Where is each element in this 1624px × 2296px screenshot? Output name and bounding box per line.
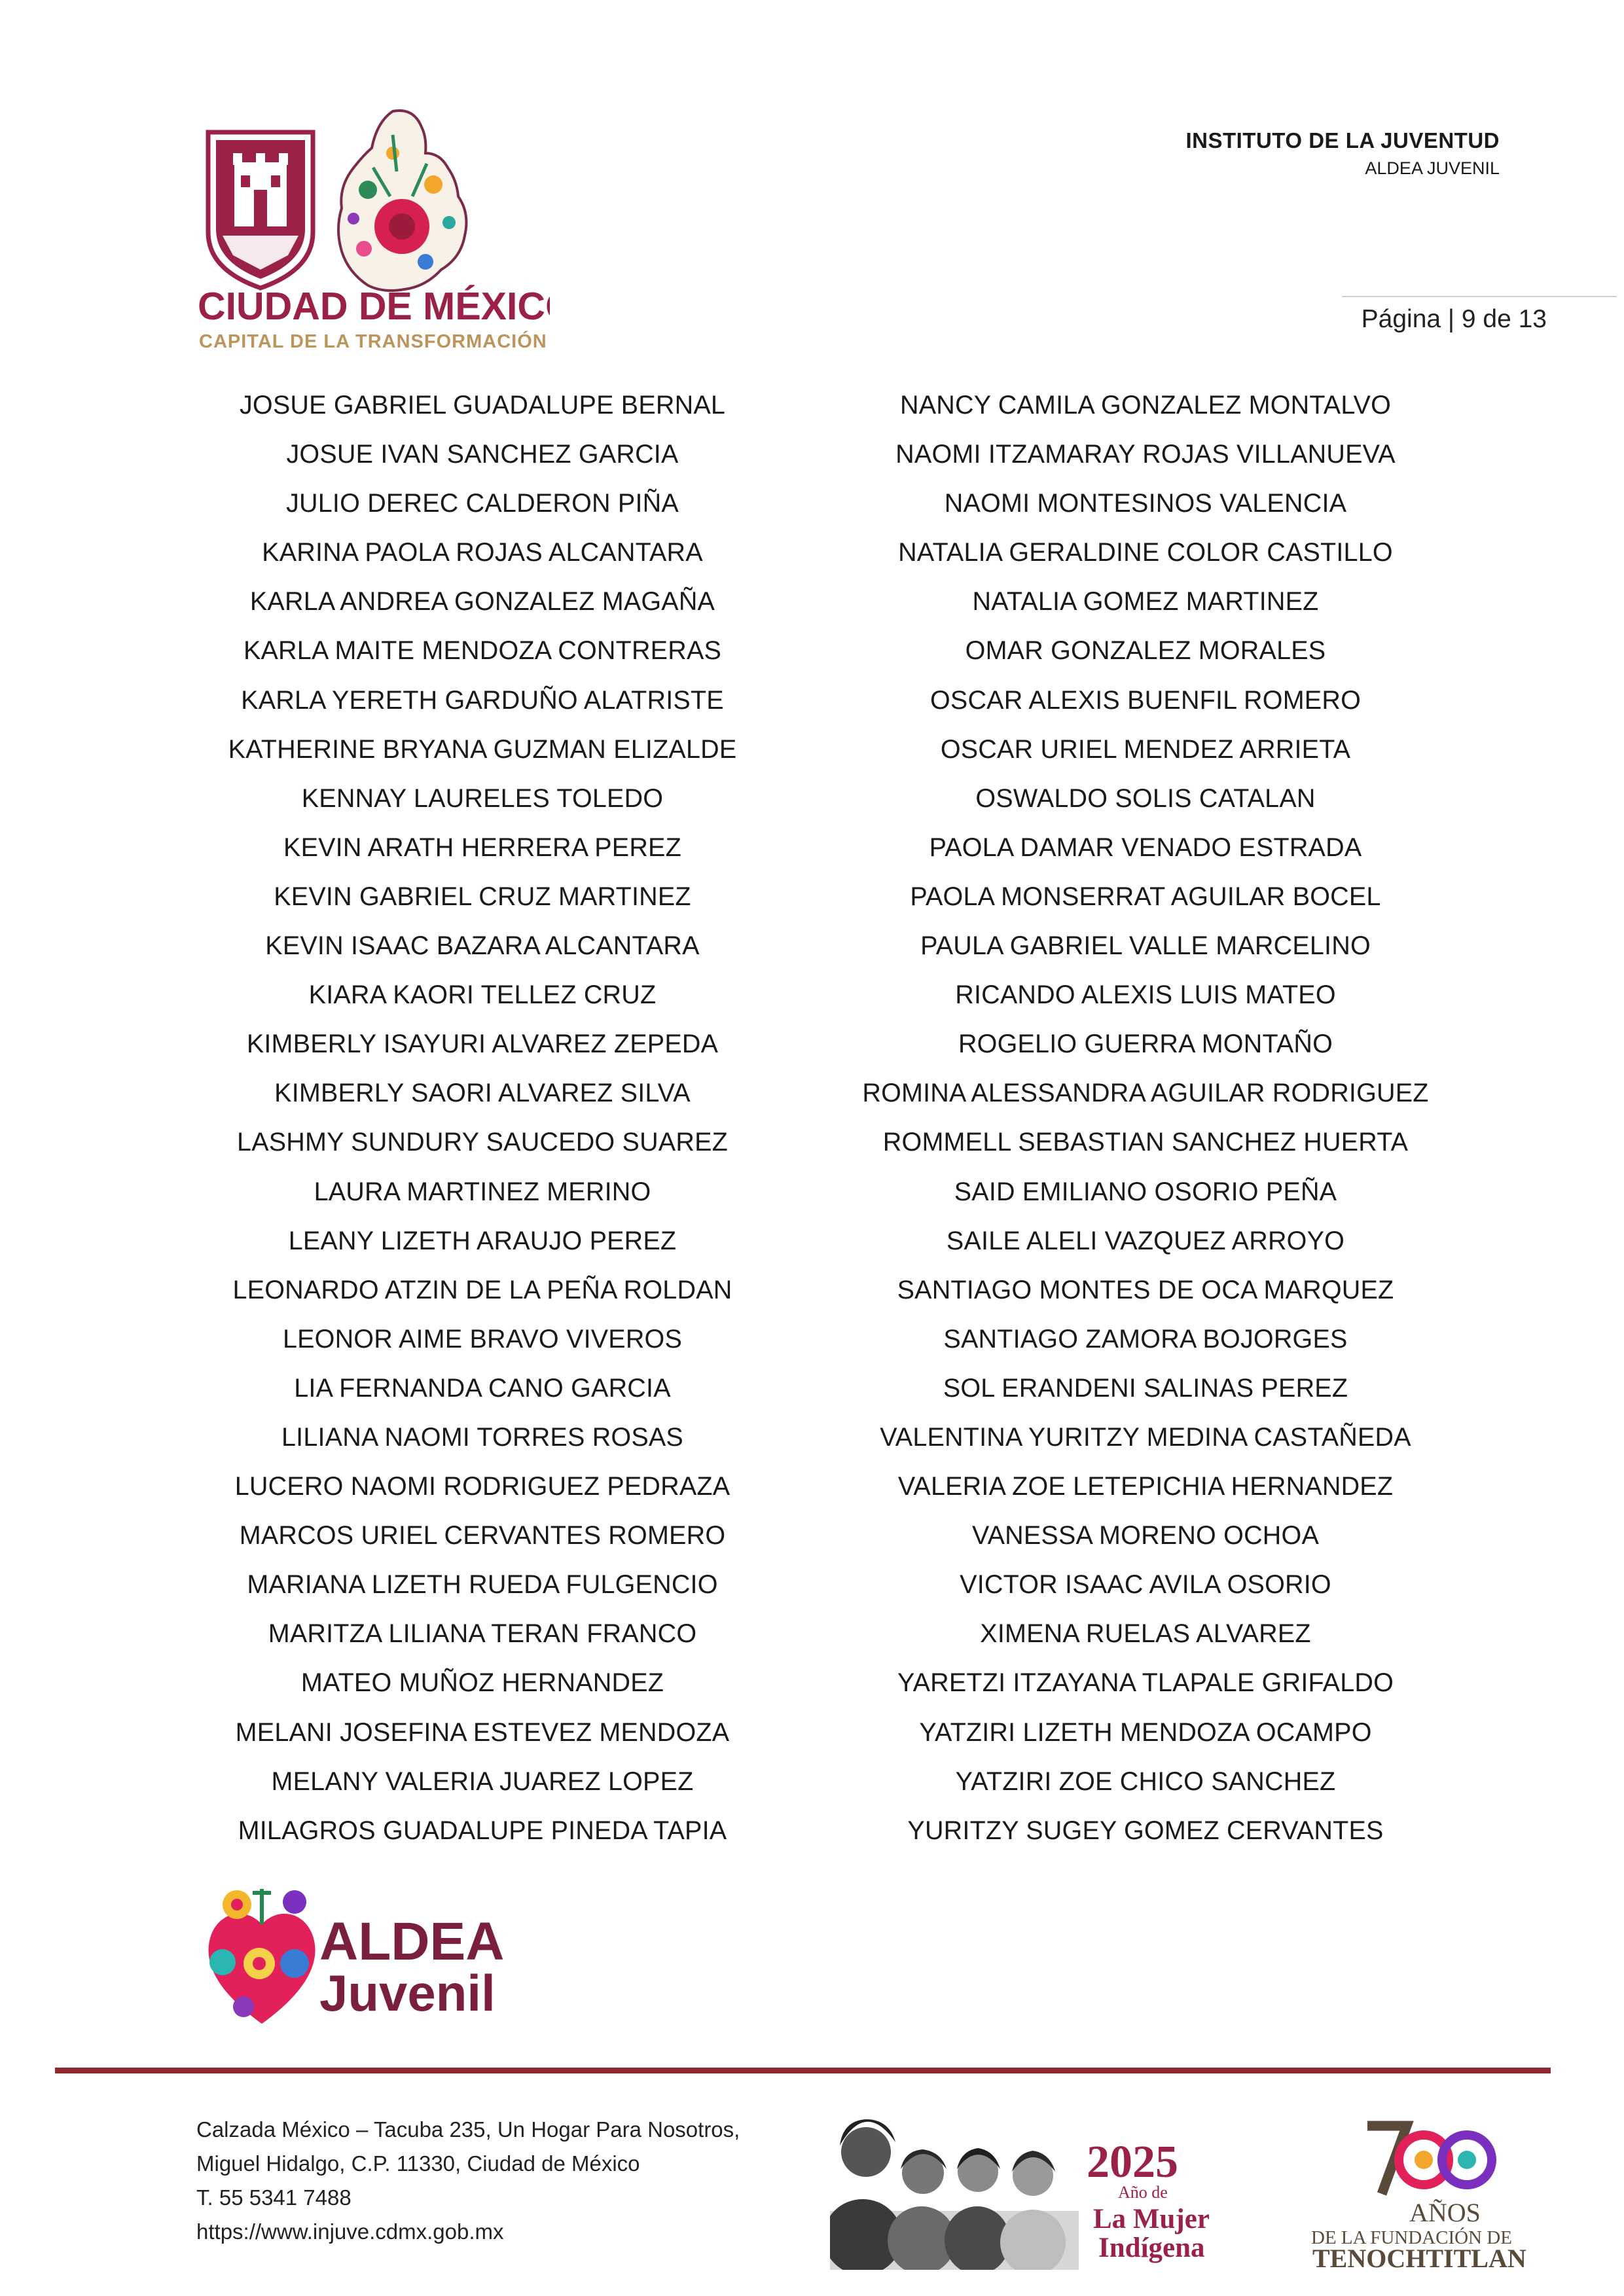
name-entry: KEVIN ARATH HERRERA PEREZ — [283, 833, 681, 862]
address-line-2: Miguel Hidalgo, C.P. 11330, Ciudad de México — [196, 2151, 640, 2176]
name-entry: MELANY VALERIA JUAREZ LOPEZ — [271, 1767, 694, 1796]
name-entry: NATALIA GERALDINE COLOR CASTILLO — [898, 538, 1393, 567]
name-entry: KENNAY LAURELES TOLEDO — [301, 783, 664, 813]
name-entry: MARCOS URIEL CERVANTES ROMERO — [239, 1521, 726, 1551]
badge-line2: La Mujer — [1093, 2204, 1210, 2234]
phone-number: T. 55 5341 7488 — [196, 2185, 352, 2210]
name-entry: SANTIAGO MONTES DE OCA MARQUEZ — [897, 1275, 1394, 1304]
name-entry: ROMMELL SEBASTIAN SANCHEZ HUERTA — [882, 1128, 1409, 1157]
name-entry: ROMINA ALESSANDRA AGUILAR RODRIGUEZ — [862, 1079, 1429, 1108]
name-entry: YATZIRI ZOE CHICO SANCHEZ — [955, 1767, 1336, 1796]
tenochtitlan-line3: TENOCHTITLAN — [1312, 2244, 1526, 2270]
footer-divider — [55, 2068, 1551, 2073]
name-entry: KARLA YERETH GARDUÑO ALATRISTE — [241, 685, 724, 715]
name-entry: ROGELIO GUERRA MONTAÑO — [958, 1030, 1333, 1059]
names-list-left — [135, 381, 829, 1856]
name-entry: KARINA PAOLA ROJAS ALCANTARA — [262, 538, 703, 567]
name-entry: SAID EMILIANO OSORIO PEÑA — [954, 1177, 1337, 1206]
name-entry: MILAGROS GUADALUPE PINEDA TAPIA — [238, 1816, 727, 1845]
institute-subtitle: ALDEA JUVENIL — [1365, 158, 1500, 178]
name-entry: MARITZA LILIANA TERAN FRANCO — [268, 1619, 697, 1649]
name-entry: LUCERO NAOMI RODRIGUEZ PEDRAZA — [234, 1472, 731, 1501]
badge-line3: Indígena — [1098, 2233, 1205, 2263]
cdmx-logo — [196, 98, 550, 353]
name-entry: OMAR GONZALEZ MORALES — [965, 636, 1326, 666]
tenochtitlan-700-years-badge — [1311, 2113, 1534, 2270]
name-entry: NAOMI ITZAMARAY ROJAS VILLANUEVA — [895, 440, 1396, 469]
name-entry: PAOLA MONSERRAT AGUILAR BOCEL — [910, 882, 1381, 911]
name-entry: NATALIA GOMEZ MARTINEZ — [972, 587, 1319, 617]
name-entry: NAOMI MONTESINOS VALENCIA — [944, 489, 1347, 518]
name-entry: LIA FERNANDA CANO GARCIA — [294, 1373, 671, 1403]
address-line-1: Calzada México – Tacuba 235, Un Hogar Para Nosotros, — [196, 2117, 740, 2142]
tenochtitlan-line2: DE LA FUNDACIÓN DE — [1311, 2227, 1512, 2248]
name-entry: LASHMY SUNDURY SAUCEDO SUAREZ — [237, 1128, 728, 1157]
aldea-juvenil-logo — [196, 1878, 524, 2036]
name-entry: KIMBERLY ISAYURI ALVAREZ ZEPEDA — [246, 1030, 719, 1059]
badge-year: 2025 — [1087, 2137, 1178, 2187]
name-entry: KEVIN ISAAC BAZARA ALCANTARA — [265, 931, 700, 961]
name-entry: SAILE ALELI VAZQUEZ ARROYO — [946, 1226, 1345, 1255]
tenochtitlan-line1: AÑOS — [1409, 2198, 1481, 2227]
names-list-right — [799, 381, 1492, 1856]
name-entry: KATHERINE BRYANA GUZMAN ELIZALDE — [228, 734, 737, 764]
name-entry: SOL ERANDENI SALINAS PEREZ — [943, 1373, 1348, 1403]
name-entry: OSWALDO SOLIS CATALAN — [975, 783, 1316, 813]
aldea-logo-line1: ALDEA — [319, 1912, 505, 1971]
name-entry: JOSUE IVAN SANCHEZ GARCIA — [286, 440, 679, 469]
name-entry: OSCAR URIEL MENDEZ ARRIETA — [940, 734, 1351, 764]
name-entry: YURITZY SUGEY GOMEZ CERVANTES — [907, 1816, 1384, 1845]
aldea-logo-line2: Juvenil — [319, 1964, 496, 2022]
name-entry: VANESSA MORENO OCHOA — [971, 1521, 1320, 1551]
name-entry: LEANY LIZETH ARAUJO PEREZ — [288, 1226, 677, 1255]
indigenous-women-portrait-icon — [830, 2106, 1223, 2270]
name-entry: LEONOR AIME BRAVO VIVEROS — [282, 1324, 683, 1354]
name-entry: RICANDO ALEXIS LUIS MATEO — [955, 980, 1336, 1010]
name-entry: JULIO DEREC CALDERON PIÑA — [286, 489, 679, 518]
year-of-indigenous-women-badge — [830, 2106, 1223, 2270]
name-entry: SANTIAGO ZAMORA BOJORGES — [943, 1324, 1348, 1354]
name-entry: KIARA KAORI TELLEZ CRUZ — [308, 980, 657, 1010]
institute-title: INSTITUTO DE LA JUVENTUD — [1185, 128, 1500, 152]
badge-line1: Año de — [1118, 2183, 1168, 2202]
name-entry: LILIANA NAOMI TORRES ROSAS — [281, 1422, 683, 1452]
name-entry: KARLA MAITE MENDOZA CONTRERAS — [243, 636, 722, 666]
name-entry: VICTOR ISAAC AVILA OSORIO — [960, 1570, 1331, 1600]
name-entry: MATEO MUÑOZ HERNANDEZ — [300, 1668, 664, 1698]
cdmx-brand-line1: CIUDAD DE MÉXICO — [198, 285, 550, 328]
name-entry: YARETZI ITZAYANA TLAPALE GRIFALDO — [897, 1668, 1394, 1698]
name-entry: PAOLA DAMAR VENADO ESTRADA — [929, 833, 1362, 862]
name-entry: VALERIA ZOE LETEPICHIA HERNANDEZ — [897, 1472, 1394, 1501]
name-entry: NANCY CAMILA GONZALEZ MONTALVO — [899, 391, 1392, 420]
institute-heading — [1185, 128, 1500, 179]
name-entry: PAULA GABRIEL VALLE MARCELINO — [920, 931, 1371, 961]
name-entry: YATZIRI LIZETH MENDOZA OCAMPO — [919, 1717, 1372, 1747]
name-entry: JOSUE GABRIEL GUADALUPE BERNAL — [239, 391, 726, 420]
seven-hundred-years-emblem-icon — [1311, 2113, 1534, 2270]
name-entry: KEVIN GABRIEL CRUZ MARTINEZ — [274, 882, 691, 911]
name-entry: LEONARDO ATZIN DE LA PEÑA ROLDAN — [232, 1275, 732, 1304]
cdmx-emblem-icon — [196, 98, 550, 353]
name-entry: KIMBERLY SAORI ALVAREZ SILVA — [274, 1079, 691, 1108]
website-link[interactable]: https://www.injuve.cdmx.gob.mx — [196, 2219, 504, 2244]
cdmx-brand-line2: CAPITAL DE LA TRANSFORMACIÓN — [199, 331, 547, 352]
name-entry: VALENTINA YURITZY MEDINA CASTAÑEDA — [880, 1422, 1411, 1452]
name-entry: KARLA ANDREA GONZALEZ MAGAÑA — [249, 587, 715, 617]
name-entry: LAURA MARTINEZ MERINO — [314, 1177, 651, 1206]
name-entry: OSCAR ALEXIS BUENFIL ROMERO — [929, 685, 1362, 715]
footer-address — [196, 2113, 740, 2249]
name-entry: MELANI JOSEFINA ESTEVEZ MENDOZA — [235, 1717, 730, 1747]
name-entry: XIMENA RUELAS ALVAREZ — [980, 1619, 1311, 1649]
header-divider — [1342, 296, 1617, 297]
page-number: Página | 9 de 13 — [1361, 305, 1547, 333]
name-entry: MARIANA LIZETH RUEDA FULGENCIO — [247, 1570, 718, 1600]
heart-emblem-icon — [196, 1878, 524, 2036]
